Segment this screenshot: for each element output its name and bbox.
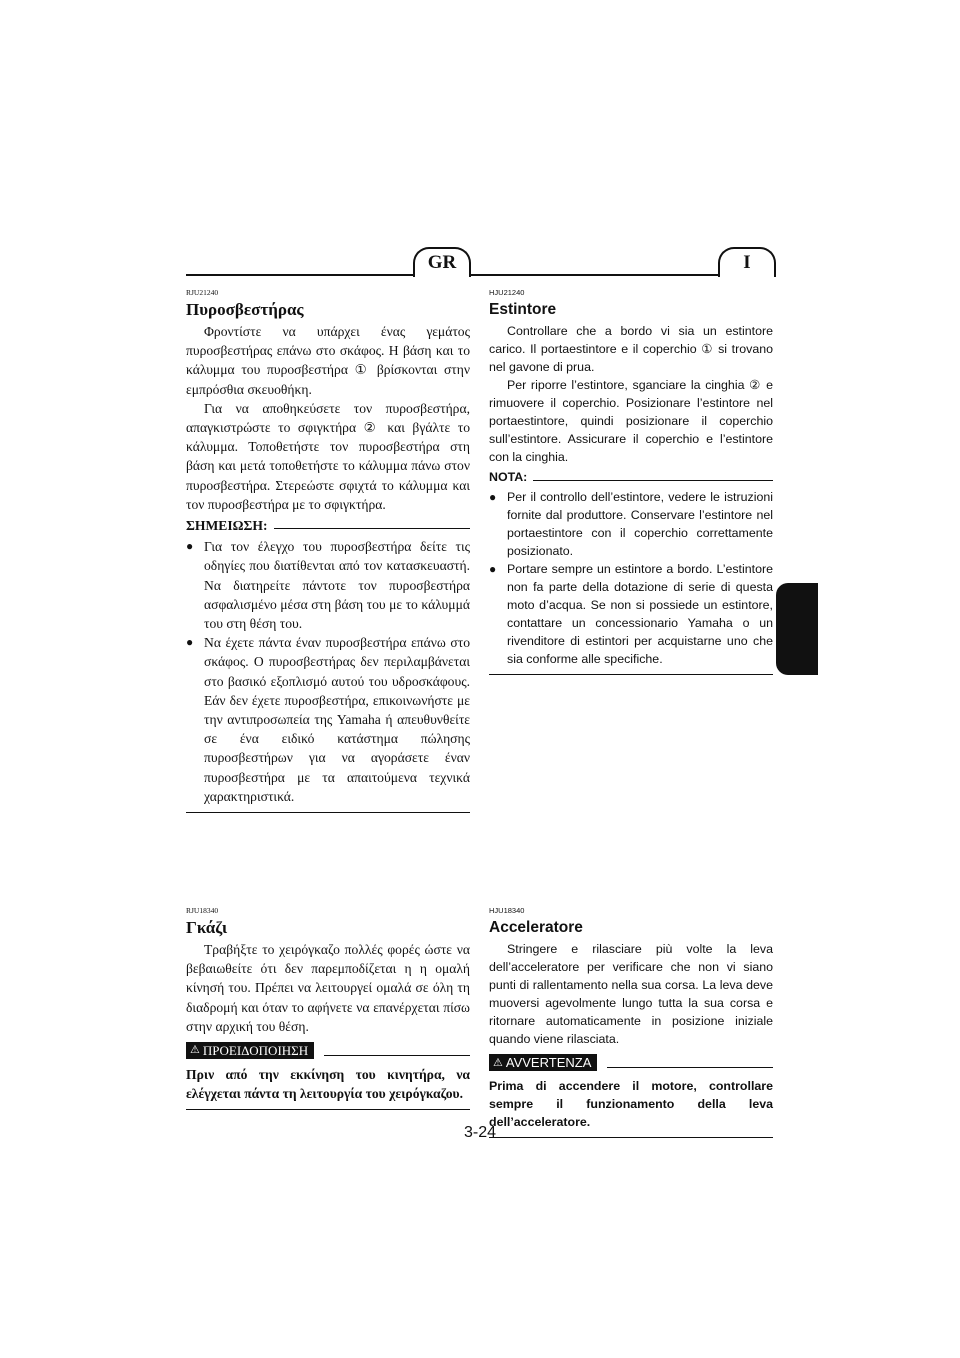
note-end-rule: [186, 812, 470, 813]
section-title: Estintore: [489, 301, 557, 318]
gr-extinguisher-section: [186, 288, 470, 813]
warning-text: Πριν από την εκκίνηση του κινητήρα, να ελέγχεται πάντα τη λειτουργία του χειρόγκαζου.: [186, 1067, 470, 1102]
paragraph: Per riporre l’estintore, sganciare la cinghia ② e rimuovere il coperchio. Posizionare l’estintore nel portaestintore, quindi posizionare il coperchio sull’estintore. Assicurare il coperchio e l’estintore con la cinghia.: [489, 378, 773, 464]
warning-end-rule: [186, 1109, 470, 1110]
section-title: Γκάζι: [186, 918, 228, 937]
section-title: Πυροσβεστήρας: [186, 300, 304, 319]
language-tab-i: I: [718, 247, 776, 277]
note-header: [489, 468, 773, 486]
warning-header: [489, 1054, 773, 1071]
paragraph: Τραβήξτε το χειρόγκαζο πολλές φορές ώστε να βεβαιωθείτε ότι δεν παρεμποδίζεται η η ομαλή κίνησή του. Πρέπει να λειτουργεί ομαλά σε όλη τη διαδρομή και όταν το αφήνετε να επανέρχεται πίσω στην αρχική του θέση.: [186, 942, 470, 1034]
list-item: ● Portare sempre un estintore a bordo. L’estintore non fa parte della dotazione di serie di questa moto d’acqua. Se non si possiede un estintore, contattare un concessionario Yamaha o un rivenditore di estintori per acquistarne uno che sia conforme alle specifiche.: [489, 560, 773, 668]
list-item: ● Να έχετε πάντα έναν πυροσβεστήρα επάνω στο σκάφος. Ο πυροσβεστήρας δεν περιλαμβάνεται στο βασικό εξοπλισμό αυτού του υδροσκάφους. Εάν δεν έχετε πυροσβεστήρα, επικοινωνήστε με την αντιπροσωπεία της Yamaha ή απευθυνθείτε σε ένα ειδικό κατάστημα πώλησης πυροσβεστήρων για να αγοράσετε έναν πυροσβεστήρα με τα απαιτούμενα τεχνικά χαρακτηριστικά.: [186, 633, 470, 806]
warning-label: AVVERTENZA: [505, 1054, 592, 1070]
warning-badge: [489, 1054, 597, 1071]
paragraph: Controllare che a bordo vi sia un estintore carico. Il portaestintore e il coperchio ① si trovano nel gavone di prua.: [489, 324, 773, 374]
note-list: [186, 537, 470, 806]
it-extinguisher-section: [489, 288, 773, 675]
section-title: Acceleratore: [489, 919, 583, 936]
warning-header: [186, 1042, 470, 1059]
section-code: RJU18340: [186, 906, 219, 915]
note-end-rule: [489, 674, 773, 675]
it-throttle-section: [489, 906, 773, 1138]
section-code: HJU18340: [489, 906, 525, 915]
note-rule: [274, 528, 470, 529]
warning-text: Prima di accendere il motore, controllare sempre il funzionamento della leva dell’acceleratore.: [489, 1079, 773, 1129]
chapter-tab-marker: [776, 583, 818, 675]
warning-rule: [324, 1055, 470, 1056]
note-label: NOTA:: [489, 470, 528, 484]
language-tab-gr: GR: [413, 247, 471, 277]
gr-throttle-section: [186, 906, 470, 1110]
note-header: [186, 516, 470, 535]
list-item: ● Για τον έλεγχο του πυροσβεστήρα δείτε τις οδηγίες που διατίθενται από τον κατασκευαστή. Να διατηρείτε πάντοτε τον πυροσβεστήρα ασφαλισμένο μέσα στη βάση του με το κάλυμμά του στη θέση του.: [186, 537, 470, 633]
paragraph: Για να αποθηκεύσετε τον πυροσβεστήρα, απαγκιστρώστε το σφιγκτήρα ② και βγάλτε το κάλυμμα. Τοποθετήστε τον πυροσβεστήρα στη βάση και μετά τοποθετήστε το κάλυμμα πάνω στον πυροσβεστήρα. Στερεώστε σφιχτά το κάλυμμα και τον πυροσβεστήρα με το σφιγκτήρα.: [186, 400, 470, 512]
section-code: HJU21240: [489, 288, 525, 297]
warning-rule: [607, 1067, 773, 1068]
header-rule: [186, 274, 776, 276]
list-item: ● Per il controllo dell’estintore, vedere le istruzioni fornite dal produttore. Conservare l’estintore nel portaestintore con il coperchio correttamente posizionato.: [489, 488, 773, 560]
warning-badge: [186, 1042, 314, 1059]
warning-triangle-icon: ⚠: [493, 1056, 503, 1069]
warning-label: ΠΡΟΕΙΔΟΠΟΙΗΣΗ: [202, 1042, 309, 1058]
note-label: ΣΗΜΕΙΩΣΗ:: [186, 518, 268, 534]
note-rule: [533, 480, 773, 481]
note-list: [489, 488, 773, 668]
page-number: 3-24: [463, 1124, 497, 1141]
warning-triangle-icon: ⚠: [190, 1043, 200, 1056]
paragraph: Φροντίστε να υπάρχει ένας γεμάτος πυροσβεστήρας επάνω στο σκάφος. Η βάση και το κάλυμμα του πυροσβεστήρα ① βρίσκονται στην εμπρόσθια σκευοθήκη.: [186, 324, 470, 397]
section-code: RJU21240: [186, 288, 219, 297]
paragraph: Stringere e rilasciare più volte la leva dell’acceleratore per verificare che non vi siano punti di rallentamento nella sua corsa. La leva deve muoversi agevolmente lungo tutta la sua corsa e ritornare automaticamente in posizione iniziale quando viene rilasciata.: [489, 942, 773, 1046]
